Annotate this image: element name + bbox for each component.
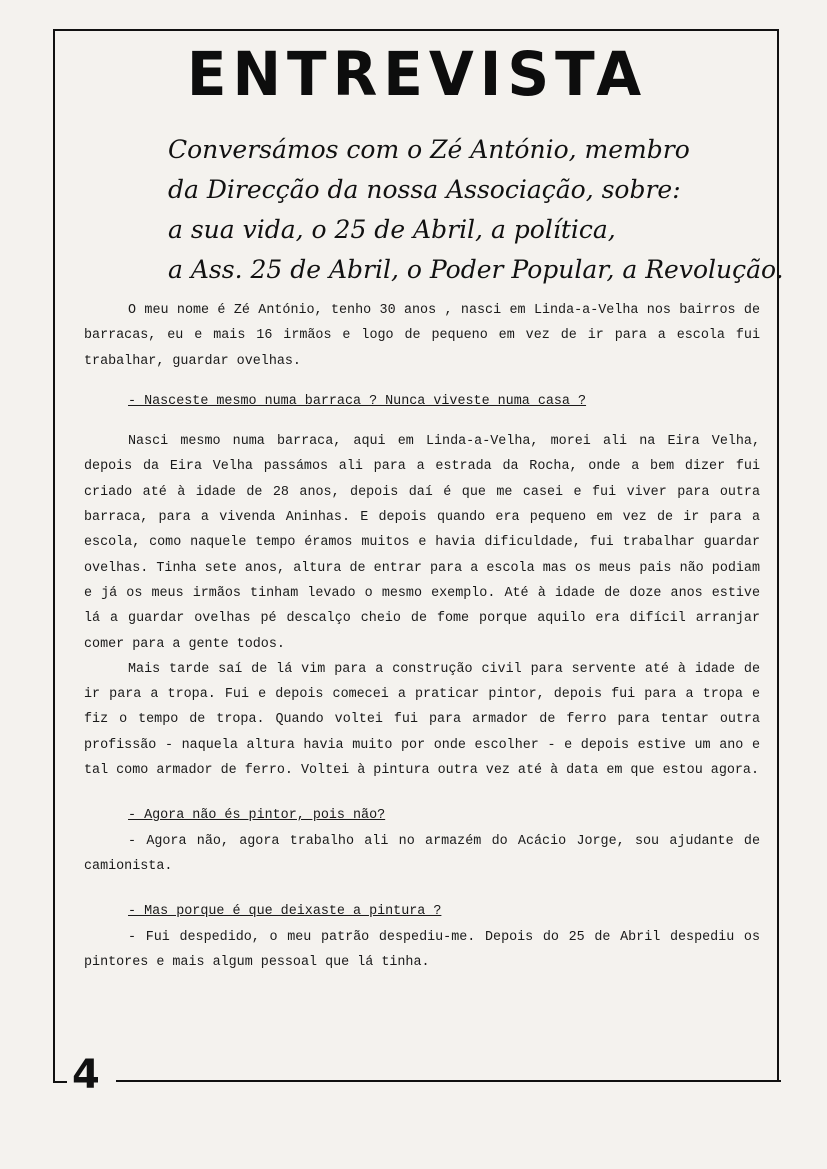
question: - Nasceste mesmo numa barraca ? Nunca viveste numa casa ? (128, 393, 587, 409)
answer-paragraph: - Fui despedido, o meu patrão despediu-me. Depois do 25 de Abril despediu os pintores e mais algum pessoal que lá tinha. (84, 929, 760, 970)
question: - Mas porque é que deixaste a pintura ? (128, 904, 442, 920)
bottom-rule-left (53, 1081, 67, 1083)
intro-line: a sua vida, o 25 de Abril, a política, (168, 215, 616, 244)
page-number: 4 (72, 1052, 100, 1098)
bottom-rule (116, 1080, 781, 1082)
interview-body (84, 298, 760, 975)
intro-line: a Ass. 25 de Abril, o Poder Popular, a Revolução. (168, 255, 784, 284)
question: - Agora não és pintor, pois não? (128, 808, 386, 824)
answer-paragraph: Mais tarde saí de lá vim para a construção civil para servente até à idade de ir para a tropa. Fui e depois comecei a praticar pintor, depois fui para a tropa e fiz o tempo de tropa. Quando voltei fui para armador de ferro para tentar outra profissão - naquela altura havia muito por onde escolher - e depois estive um ano e tal como armador de ferro. Voltei à pintura outra vez até à data em que estou agora. (84, 661, 760, 779)
answer-paragraph: - Agora não, agora trabalho ali no armazém do Acácio Jorge, sou ajudante de camionista. (84, 833, 760, 874)
answer-paragraph: Nasci mesmo numa barraca, aqui em Linda-a-Velha, morei ali na Eira Velha, depois da Eira Velha passámos ali para a estrada da Rocha, onde a bem dizer fui criado até à idade de 28 anos, depois daí é que me casei e fui viver para outra barraca, para a vivenda Aninhas. E depois quando era pequeno em vez de ir para a escola, como naquele tempo éramos muitos e havia dificuldade, fui trabalhar guardar ovelhas. Tinha sete anos, altura de entrar para a escola mas os meus pais não podiam e já os meus irmãos tinham levado o mesmo exemplo. Até à idade de doze anos estive lá a guardar ovelhas pé descalço cheio de fome porque aquilo era difícil arranjar comer para a gente todos. (84, 434, 760, 652)
intro-line: da Direcção da nossa Associação, sobre: (168, 175, 681, 204)
page-title: ENTREVISTA (186, 38, 648, 110)
answer-paragraph: O meu nome é Zé António, tenho 30 anos , nasci em Linda-a-Velha nos bairros de barracas, eu e mais 16 irmãos e logo de pequeno em vez de ir para a escola fui trabalhar, guardar ovelhas. (84, 303, 760, 369)
intro-handwritten (168, 130, 784, 290)
intro-line: Conversámos com o Zé António, membro (168, 135, 690, 164)
